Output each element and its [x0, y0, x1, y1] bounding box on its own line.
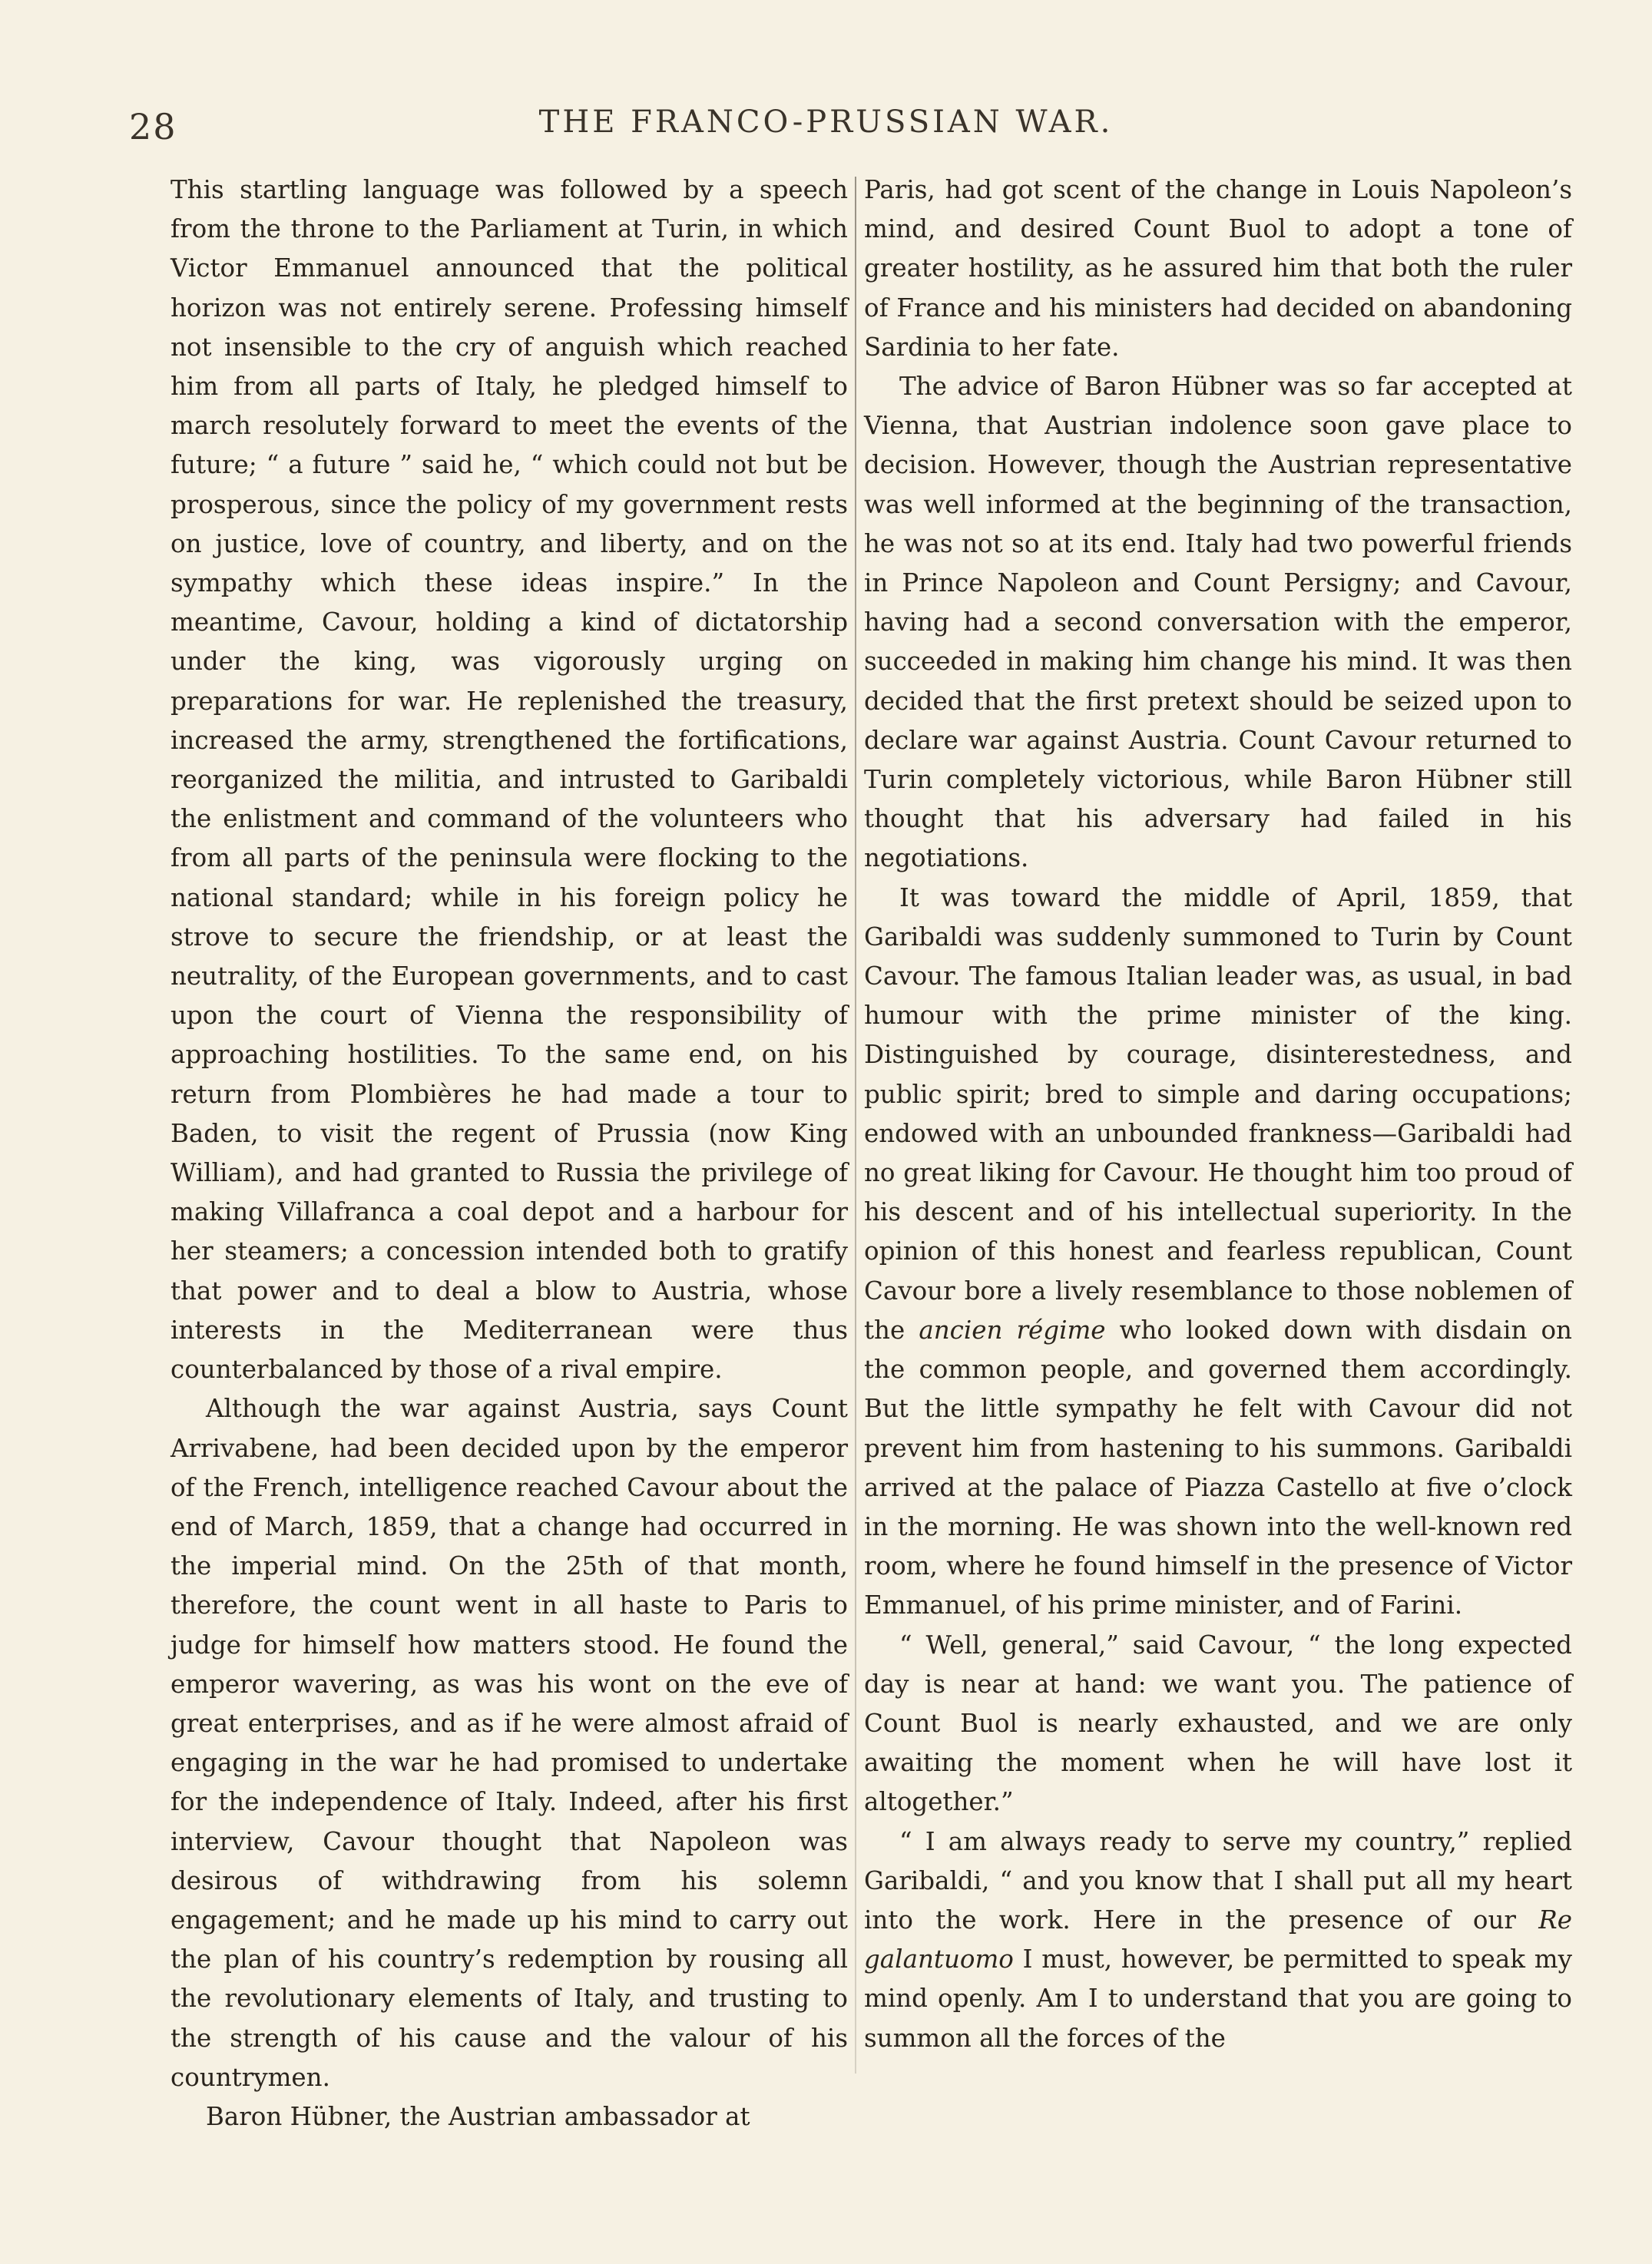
right-paragraph-2: The advice of Baron Hübner was so far accepted at Vienna, that Austrian indolence soon gave place to decision. However, though the Austrian representative was well informed at the beginning of the transaction, he was not so at its end. Italy had two powerful friends in Prince Napoleon and Count Persigny; and Cavour, having had a second conversation with the emperor, succeeded in making him change his mind. It was then decided that the first pretext should be seized upon to declare war against Austria. Count Cavour returned to Turin completely victorious, while Baron Hübner still thought that his adversary had failed in his negotiations.: [864, 372, 1572, 873]
right-paragraph-4: “ Well, general,” said Cavour, “ the long expected day is near at hand: we want you. The patience of Count Buol is nearly exhausted, and we are only awaiting the moment when he will have lost it altogether.”: [864, 1630, 1572, 1817]
right-paragraph-5-text-b: I must, however, be permitted to speak my mind openly. Am I to understand that you are going to summon all the forces of the: [864, 1945, 1572, 2053]
re-galantuomo-phrase: Re galantuomo: [864, 1905, 1572, 1974]
page-number: 28: [129, 106, 177, 147]
running-title: THE FRANCO-PRUSSIAN WAR.: [538, 104, 1114, 140]
left-column: [170, 170, 848, 2131]
right-paragraph-3-text-b: who looked down with disdain on the common people, and governed them accordingly. But the little sympathy he felt with Cavour did not prevent him from hastening to his summons. Garibaldi arrived at the palace of Piazza Castello at five o’clock in the morning. He was shown into the well-known red room, where he found himself in the presence of Victor Emmanuel, of his prime minister, and of Farini.: [864, 1315, 1572, 1620]
right-paragraph-3: [864, 879, 1572, 1626]
right-paragraph-1: Paris, had got scent of the change in Louis Napoleon’s mind, and desired Count Buol to adopt a tone of greater hostility, as he assured him that both the ruler of France and his ministers had decided on abandoning Sardinia to her fate.: [864, 175, 1572, 362]
left-paragraph-1: This startling language was followed by a speech from the throne to the Parliament at Turin, in which Victor Emmanuel announced that the political horizon was not entirely serene. Professing himself not insensible to the cry of anguish which reached him from all parts of Italy, he pledged himself to march resolutely forward to meet the events of the future; “ a future ” said he, “ which could not but be prosperous, since the policy of my government rests on justice, love of country, and liberty, and on the sympathy which these ideas inspire.” In the meantime, Cavour, holding a kind of dictatorship under the king, was vigorously urging on preparations for war. He replenished the treasury, increased the army, strengthened the fortifications, reorganized the militia, and intrusted to Garibaldi the enlistment and command of the volunteers who from all parts of the peninsula were flocking to the national standard; while in his foreign policy he strove to secure the friendship, or at least the neutrality, of the European governments, and to cast upon the court of Vienna the responsibility of approaching hostilities. To the same end, on his return from Plombières he had made a tour to Baden, to visit the regent of Prussia (now King William), and had granted to Russia the privilege of making Villafranca a coal depot and a harbour for her steamers; a concession intended both to gratify that power and to deal a blow to Austria, whose interests in the Mediterranean were thus counterbalanced by those of a rival empire.: [170, 175, 848, 1385]
right-paragraph-5-text-a: “ I am always ready to serve my country,” replied Garibaldi, “ and you know that I shall put all my heart into the work. Here in the presence of our: [864, 1826, 1572, 1935]
column-divider: [855, 177, 856, 2074]
left-paragraph-2: Although the war against Austria, says Count Arrivabene, had been decided upon by the emperor of the French, intelligence reached Cavour about the end of March, 1859, that a change had occurred in the imperial mind. On the 25th of that month, therefore, the count went in all haste to Paris to judge for himself how matters stood. He found the emperor wavering, as was his wont on the eve of great enterprises, and as if he were almost afraid of engaging in the war he had promised to undertake for the independence of Italy. Indeed, after his first interview, Cavour thought that Napoleon was desirous of withdrawing from his solemn engagement; and he made up his mind to carry out the plan of his country’s redemption by rousing all the revolutionary elements of Italy, and trusting to the strength of his cause and the valour of his countrymen.: [170, 1394, 848, 2092]
right-paragraph-5: [864, 1822, 1572, 2058]
ancien-regime-phrase: ancien régime: [919, 1315, 1106, 1345]
right-column: [864, 170, 1572, 2090]
left-paragraph-3: Baron Hübner, the Austrian ambassador at: [206, 2101, 750, 2131]
right-paragraph-3-text-a: It was toward the middle of April, 1859, that Garibaldi was suddenly summoned to Turin by Count Cavour. The famous Italian leader was, as usual, in bad humour with the prime minister of the king. Distinguished by courage, disinterestedness, and public spirit; bred to simple and daring occupations; endowed with an unbounded frankness—Garibaldi had no great liking for Cavour. He thought him too proud of his descent and of his intellectual superiority. In the opinion of this honest and fearless republican, Count Cavour bore a lively resemblance to those noblemen of the: [864, 882, 1572, 1345]
